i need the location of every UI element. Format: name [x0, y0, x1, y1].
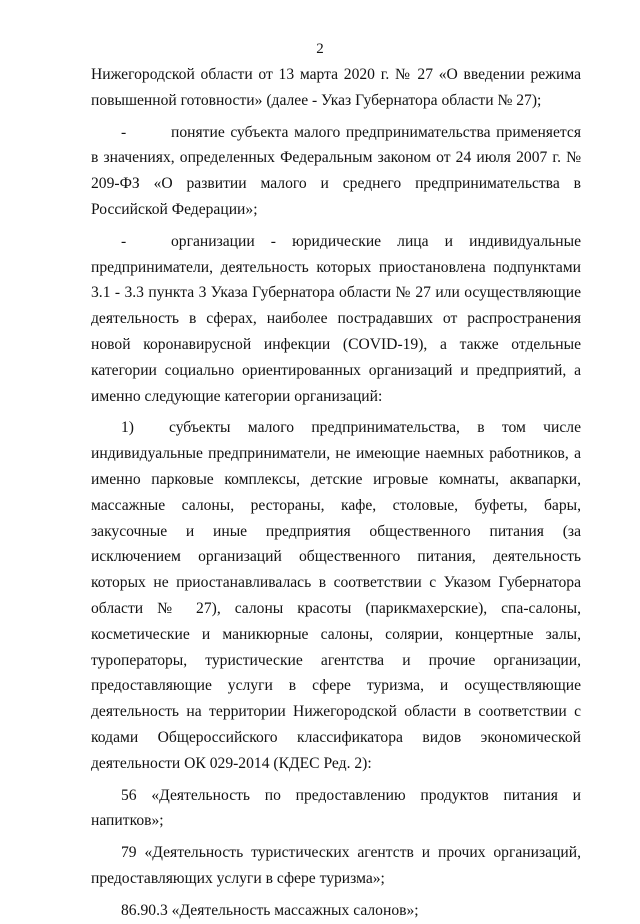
paragraph-text: понятие субъекта малого предпринимательства применяется в значениях, определенных Федеральным законом от 24 июля 2007 г. № 209-ФЗ «О развитии малого и среднего предпринимательства в Российской Федерации»;	[91, 123, 581, 218]
paragraph-text: организации - юридические лица и индивидуальные предприниматели, деятельность которых приостановлена подпунктами 3.1 - 3.3 пункта 3 Указа Губернатора области № 27 или осуществляющие деятельность в сферах, наиболее пострадавших от распространения новой коронавирусной инфекции (COVID-19), а также отдельные категории социально ориентированных организаций и предприятий, а именно следующие категории организаций:	[91, 232, 581, 405]
paragraph-category-1	[91, 415, 581, 776]
list-number-marker: 1)	[121, 419, 134, 437]
list-dash-marker: -	[121, 232, 127, 250]
paragraph-okved-86-90-3: 86.90.3 «Деятельность массажных салонов»;	[121, 901, 419, 919]
paragraph-okved-56: 56 «Деятельность по предоставлению продуктов питания и напитков»;	[91, 786, 581, 830]
paragraph-small-business-definition	[91, 120, 581, 223]
paragraph-organizations-definition	[91, 229, 581, 410]
paragraph-text: субъекты малого предпринимательства, в том числе индивидуальные предприниматели, не имеющие наемных работников, а именно парковые комплексы, детские игровые комнаты, аквапарки, массажные салоны, рестораны, кафе, столовые, буфеты, бары, закусочные и иные предприятия общественного питания (за исключением организаций общественного питания, деятельность которых не приостанавливалась в соответствии с Указом Губернатора области № 27), салоны красоты (парикмахерские), спа-салоны, косметические и маникюрные салоны, солярии, концертные залы, туроператоры, туристические агентства и прочие организации, предоставляющие услуги в сфере туризма, и осуществляющие деятельность на территории Нижегородской области в соответствии с кодами Общероссийского классификатора видов экономической деятельности ОК 029-2014 (КДЕС Ред. 2):	[91, 419, 581, 772]
paragraph-decree-reference: Нижегородской области от 13 марта 2020 г. № 27 «О введении режима повышенной готовности» (далее - Указ Губернатора области № 27);	[91, 66, 581, 109]
paragraph-okved-79: 79 «Деятельность туристических агентств и прочих организаций, предоставляющих услуги в сфере туризма»;	[91, 844, 581, 887]
document-body	[91, 62, 581, 924]
page-number: 2	[316, 41, 324, 57]
list-dash-marker: -	[121, 123, 127, 141]
